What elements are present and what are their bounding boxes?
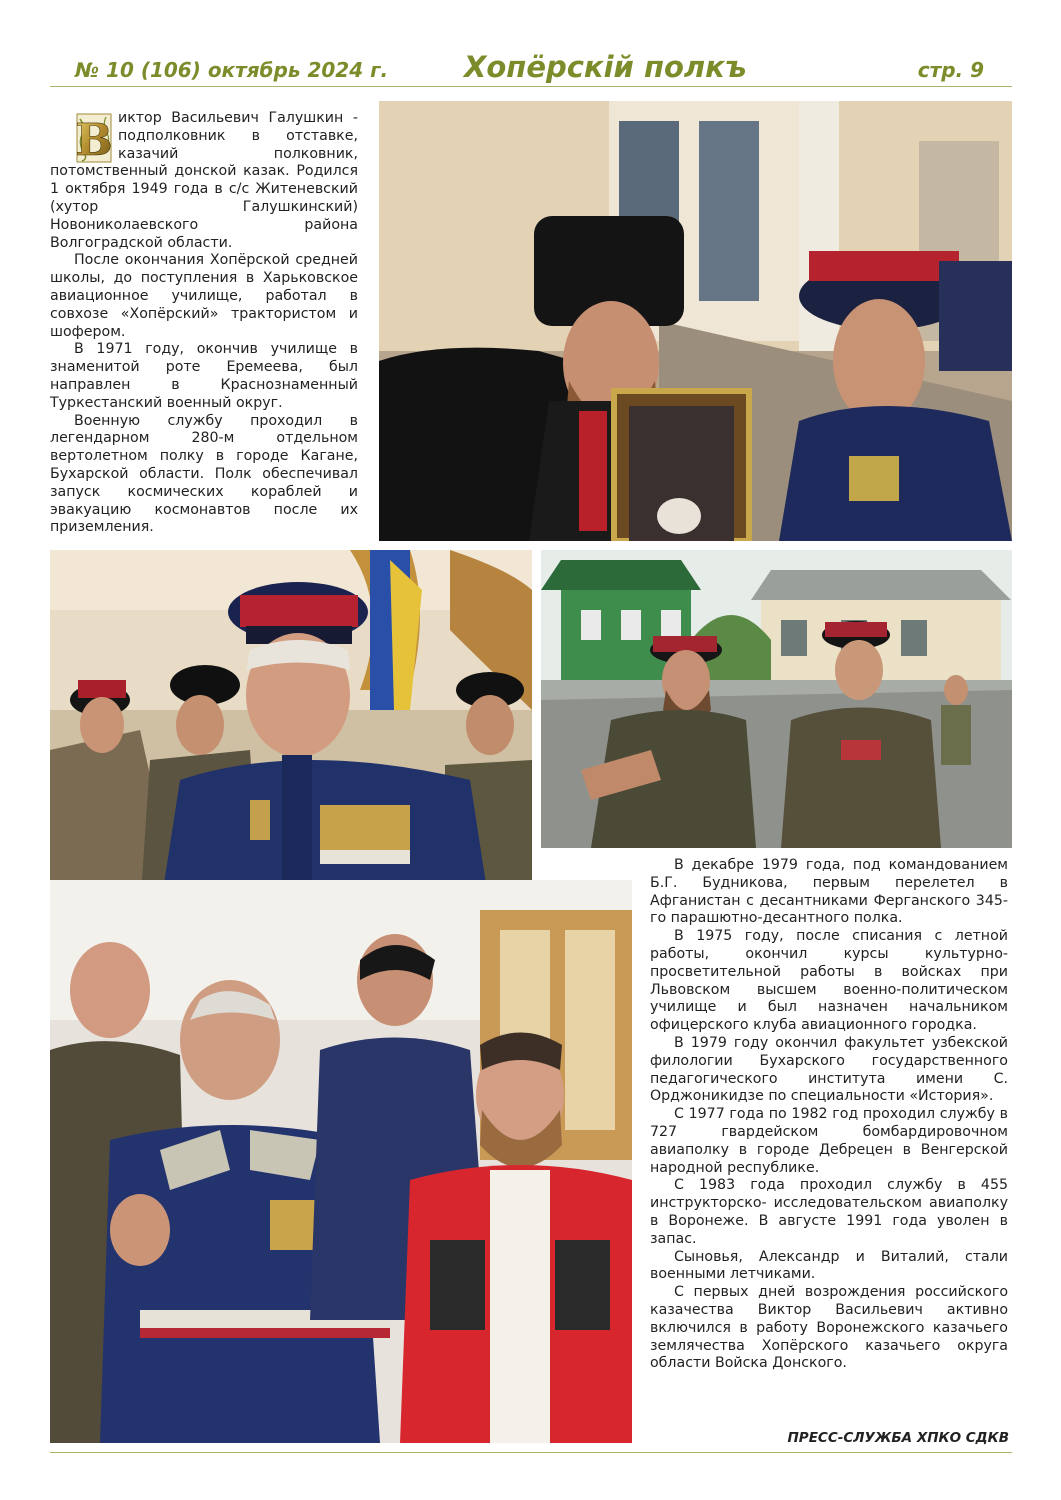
- photo-icon-presentation: [379, 101, 1012, 541]
- article-paragraph: С 1977 года по 1982 год проходил службу в 727 гвардейском бомбардировочном авиаполку в городе Дебрецен в Венгерской народной республике.: [650, 1106, 1008, 1176]
- newspaper-title: Хопёрскiй полкъ: [464, 50, 747, 84]
- issue-info: № 10 (106) октябрь 2024 г.: [75, 58, 389, 82]
- photo-officer-portrait: [50, 550, 532, 910]
- svg-text:В: В: [76, 115, 112, 163]
- article-paragraph: Сыновья, Александр и Виталий, стали военными летчиками.: [650, 1248, 1008, 1283]
- photo-outdoor-conversation: [541, 550, 1012, 848]
- press-service-credit: ПРЕСС-СЛУЖБА ХПКО СДКВ: [787, 1430, 1009, 1446]
- photo-group: [50, 880, 632, 1443]
- article-column-1: [50, 110, 358, 537]
- footer-rule: [50, 1452, 1012, 1453]
- article-paragraph: Военную службу проходил в легендарном 280-м отдельном вертолетном полку в городе Кагане, Бухарской области. Полк обеспечивал запуск космических кораблей и эвакуацию космонавтов после их приземления.: [50, 412, 358, 536]
- article-paragraph: В 1979 году окончил факультет узбекской филологии Бухарского государственного педагогического института имени С. Орджоникидзе по специальности «История».: [650, 1034, 1008, 1105]
- article-paragraph: В иктор Васильевич Галушкин - подполковник в отставке, казачий полковник, потомственный донской казак. Родился 1 октября 1949 года в с/с Житеневский (хутор Галушкинский) Новониколаевского района Волгоградской области.: [50, 110, 358, 251]
- article-paragraph: В декабре 1979 года, под командованием Б.Г. Будникова, первым перелетел в Афганистан с десантниками Ферганского 345-го парашютно-десантного полка.: [650, 857, 1008, 927]
- article-paragraph: С первых дней возрождения российского казачества Виктор Васильевич активно включился в работу Воронежского казачьего землячества Хопёрского казачьего округа области Войска Донского.: [650, 1284, 1008, 1372]
- article-paragraph: В 1975 году, после списания с летной работы, окончил курсы культурно-просветительной работы в войсках при Львовском высшем военно-политическом училище и был назначен начальником офицерского клуба авиационного городка.: [650, 928, 1008, 1034]
- article-paragraph: После окончания Хопёрской средней школы, до поступления в Харьковское авиационное училище, работал в совхозе «Хопёрский» трактористом и шофером.: [50, 252, 358, 340]
- article-column-2: [650, 857, 1008, 1373]
- page-header: [50, 52, 1012, 87]
- page-number: стр. 9: [917, 58, 984, 82]
- dropcap-ornament: [76, 113, 112, 163]
- article-paragraph: В 1971 году, окончив училище в знаменитой роте Еремеева, был направлен в Краснознаменный Туркестанский военный округ.: [50, 341, 358, 411]
- article-paragraph: С 1983 года проходил службу в 455 инструкторско- исследовательском авиаполку в Воронеже. В августе 1991 года уволен в запас.: [650, 1177, 1008, 1247]
